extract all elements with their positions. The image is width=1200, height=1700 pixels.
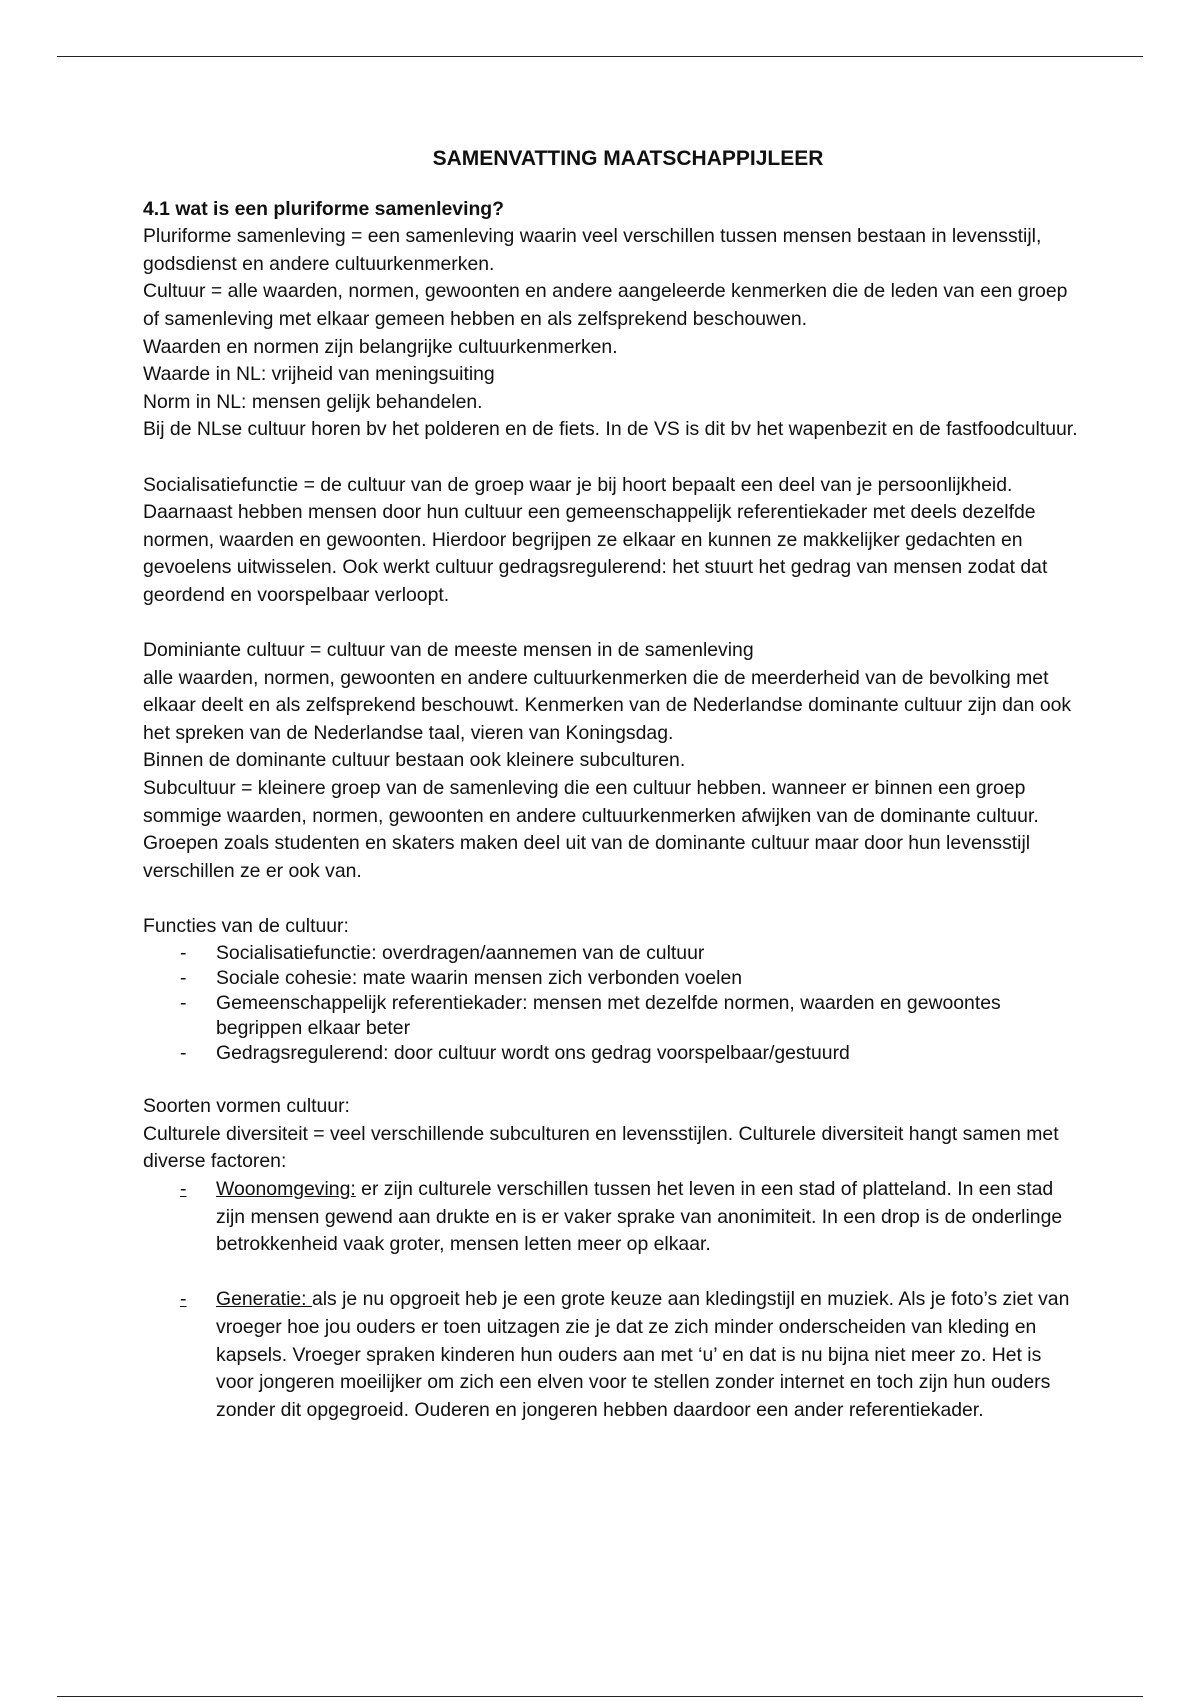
- intro-line: Bij de NLse cultuur horen bv het polderen en de fiets. In de VS is dit bv het wapenbezit en de fastfoodcultuur.: [143, 418, 1078, 441]
- document-title: SAMENVATTING MAATSCHAPPIJLEER: [432, 147, 824, 170]
- list-item-text: Socialisatiefunctie: overdragen/aannemen van de cultuur: [216, 941, 705, 964]
- top-rule: [57, 56, 1143, 57]
- paragraph-gap: [143, 444, 1083, 472]
- list-item: [143, 966, 1083, 991]
- dominant-line: alle waarden, normen, gewoonten en andere cultuurkenmerken die de meerderheid van de bevolking met elkaar deelt en als zelfsprekend beschouwt. Kenmerken van de Nederlandse dominante cultuur zijn dan ook het spreken van de Nederlandse taal, vieren van Koningsdag.: [143, 666, 1072, 744]
- paragraph-gap: [143, 885, 1083, 913]
- socialisatie-paragraph: Socialisatiefunctie = de cultuur van de groep waar je bij hoort bepaalt een deel van je persoonlijkheid. Daarnaast hebben mensen door hun cultuur een gemeenschappelijk referentiekader met deels dezelfde normen, waarden en gewoonten. Hierdoor begrijpen ze elkaar en kunnen ze makkelijker gedachten en gevoelens uitwisselen. Ook werkt cultuur gedragsregulerend: het stuurt het gedrag van mensen zodat dat geordend en voorspelbaar verloopt.: [143, 473, 1048, 606]
- intro-line: Norm in NL: mensen gelijk behandelen.: [143, 390, 483, 413]
- functies-heading: Functies van de cultuur:: [143, 915, 349, 938]
- bottom-rule: [57, 1696, 1143, 1697]
- intro-line: Cultuur = alle waarden, normen, gewoonten en andere aangeleerde kenmerken die de leden van een groep of samenleving met elkaar gemeen hebben en als zelfsprekend beschouwen.: [143, 280, 1068, 330]
- factor-text: er zijn culturele verschillen tussen het leven in een stad of platteland. In een stad zijn mensen gewend aan drukte en is er vaker sprake van anonimiteit. In een drop is de onderlinge betrokkenheid vaak groter, mensen letten meer op elkaar.: [216, 1178, 1063, 1256]
- list-item-text: Gemeenschappelijk referentiekader: mensen met dezelfde normen, waarden en gewoontes begrippen elkaar beter: [216, 991, 1001, 1039]
- list-item: [143, 941, 1083, 966]
- factor-list: [143, 1176, 1083, 1259]
- dash-bullet: -: [180, 1178, 187, 1200]
- factor-text: als je nu opgroeit heb je een grote keuze aan kledingstijl en muziek. Als je foto’s ziet van vroeger hoe jou ouders er toen uitzagen zie je dat ze zich minder onderscheiden van kleding en kapsels. Vroeger spraken kinderen hun ouders aan met ‘u’ en dat is nu bijna niet meer zo. Het is voor jongeren moeilijker om zich een elven voor te stellen zonder internet en toch zijn hun ouders zonder dit opgegroeid. Ouderen en jongeren hebben daardoor een ander referentiekader.: [216, 1288, 1070, 1421]
- section-heading: 4.1 wat is een pluriforme samenleving?: [143, 197, 504, 220]
- intro-line: Waarde in NL: vrijheid van meningsuiting: [143, 363, 495, 386]
- dash-bullet: -: [180, 991, 187, 1014]
- list-item: [143, 1286, 1083, 1424]
- dash-bullet: -: [180, 1041, 187, 1064]
- intro-line: Waarden en normen zijn belangrijke cultuurkenmerken.: [143, 335, 618, 358]
- factor-list: [143, 1286, 1083, 1424]
- dash-bullet: -: [180, 1288, 187, 1311]
- list-item: [143, 991, 1083, 1041]
- dominant-line: Binnen de dominante cultuur bestaan ook kleinere subculturen.: [143, 749, 686, 772]
- soorten-heading: Soorten vormen cultuur:: [143, 1095, 350, 1118]
- diversiteit-paragraph: Culturele diversiteit = veel verschillende subculturen en levensstijlen. Culturele diversiteit hangt samen met diverse factoren:: [143, 1122, 1059, 1173]
- paragraph-gap: [143, 1066, 1083, 1094]
- factor-term: Woonomgeving:: [216, 1178, 356, 1200]
- dash-bullet: -: [180, 966, 187, 989]
- factor-term: Generatie:: [216, 1288, 312, 1311]
- list-item-text: Gedragsregulerend: door cultuur wordt ons gedrag voorspelbaar/gestuurd: [216, 1041, 850, 1064]
- list-item: [143, 1176, 1083, 1259]
- dominant-line: Dominiante cultuur = cultuur van de meeste mensen in de samenleving: [143, 639, 754, 662]
- paragraph-gap: [143, 610, 1083, 638]
- paragraph-gap: [143, 1259, 1083, 1287]
- list-item: [143, 1041, 1083, 1066]
- dominant-line: Subcultuur = kleinere groep van de samenleving die een cultuur hebben. wanneer er binnen een groep sommige waarden, normen, gewoonten en andere cultuurkenmerken afwijken van de dominante cultuur. Groepen zoals studenten en skaters maken deel uit van de dominante cultuur maar door hun levensstijl verschillen ze er ook van.: [143, 777, 1039, 882]
- dash-bullet: -: [180, 941, 187, 964]
- document-body: [143, 145, 1083, 1424]
- intro-line: Pluriforme samenleving = een samenleving waarin veel verschillen tussen mensen bestaan in levensstijl, godsdienst en andere cultuurkenmerken.: [143, 225, 1042, 275]
- functies-list: [143, 941, 1083, 1066]
- list-item-text: Sociale cohesie: mate waarin mensen zich verbonden voelen: [216, 966, 743, 989]
